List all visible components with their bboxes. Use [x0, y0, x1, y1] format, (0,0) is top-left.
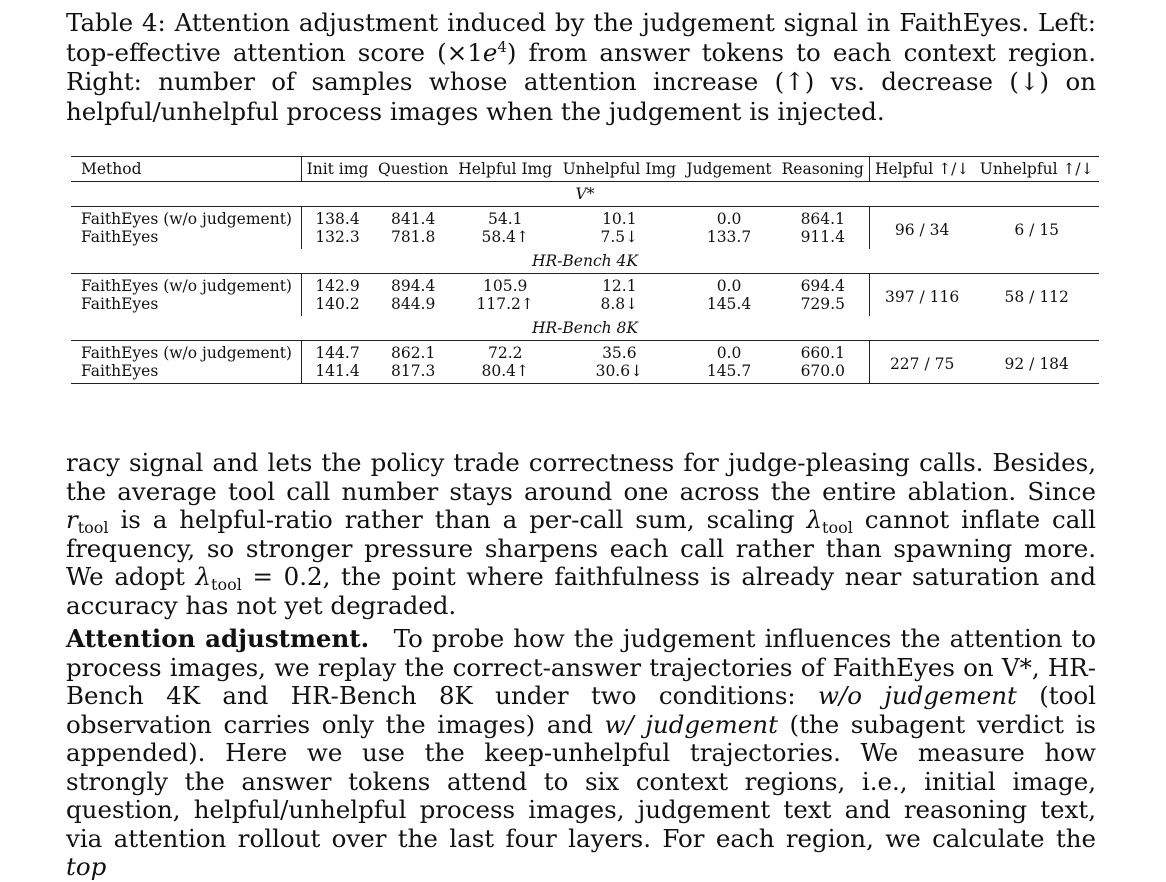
- section-label: V*: [71, 182, 1099, 207]
- section-row-hrbench-8k: [71, 316, 1099, 341]
- header-unhelpful-counts: Unhelpful ↑/↓: [974, 157, 1099, 182]
- cell-unhelpful-counts: 92 / 184: [974, 341, 1099, 384]
- cell-unhelpful: 12.1: [602, 277, 637, 295]
- table-row: [71, 341, 1099, 363]
- cell-unhelpful-counts: 6 / 15: [1014, 220, 1060, 239]
- cell-reasoning: 729.5: [800, 295, 845, 313]
- cell-helpful: 117.2↑: [476, 295, 534, 313]
- cell-reasoning: 864.1: [800, 210, 845, 228]
- table-caption: Table 4: Attention adjustment induced by the judgement signal in FaithEyes. Left: top-effective attention score $(\times 1e^4)$ from answer tokens to each context region. Right: number of samples whose attention increase (↑) vs. decrease (↓) on helpful/unhelpful process images when the judgement is injected.: [66, 8, 1096, 126]
- attention-table: [71, 156, 1099, 384]
- cell-method: FaithEyes (w/o judgement): [81, 210, 292, 228]
- cell-judgement: 0.0: [716, 210, 742, 228]
- cell-method: FaithEyes (w/o judgement): [81, 277, 292, 295]
- cell-unhelpful-counts: 58 / 112: [1004, 287, 1069, 306]
- cell-question: 817.3: [373, 362, 453, 384]
- cell-helpful-counts: 397 / 116: [869, 274, 974, 317]
- header-method: Method: [71, 157, 301, 182]
- header-helpful-counts: Helpful ↑/↓: [869, 157, 974, 182]
- cell-helpful-counts: 227 / 75: [869, 341, 974, 384]
- cell-judgement: 145.7: [681, 362, 776, 384]
- cell-question: 781.8: [390, 228, 436, 246]
- cell-question: 862.1: [390, 344, 436, 362]
- cell-helpful: 58.4↑: [481, 228, 529, 246]
- cell-method: FaithEyes (w/o judgement): [81, 344, 292, 362]
- cell-helpful: 80.4↑: [453, 362, 557, 384]
- section-label: HR-Bench 4K: [71, 249, 1099, 274]
- cell-method: FaithEyes: [81, 295, 159, 313]
- cell-judgement: 133.7: [706, 228, 752, 246]
- cell-init: 140.2: [301, 295, 373, 316]
- header-helpful-img: Helpful Img: [453, 157, 557, 182]
- cell-init: 144.7: [301, 341, 373, 363]
- cell-unhelpful: 8.8↓: [600, 295, 639, 313]
- cell-unhelpful: 35.6: [602, 344, 637, 362]
- cell-reasoning: 670.0: [777, 362, 870, 384]
- header-init-img: Init img: [301, 157, 373, 182]
- cell-question: 844.9: [390, 295, 436, 313]
- header-judgement: Judgement: [681, 157, 776, 182]
- cell-reasoning: 694.4: [800, 277, 845, 295]
- header-unhelpful-img: Unhelpful Img: [557, 157, 681, 182]
- section-row-vstar: [71, 182, 1099, 207]
- table-row: [71, 274, 1099, 296]
- cell-unhelpful: 7.5↓: [600, 228, 639, 246]
- cell-method: FaithEyes: [71, 362, 301, 384]
- cell-init: 132.3: [301, 228, 373, 249]
- cell-method: FaithEyes: [81, 228, 159, 246]
- cell-judgement: 0.0: [716, 344, 742, 362]
- cell-question: 841.4: [390, 210, 436, 228]
- cell-helpful-counts: 96 / 34: [869, 207, 974, 250]
- cell-unhelpful: 10.1: [602, 210, 637, 228]
- cell-init: 142.9: [301, 274, 373, 296]
- cell-judgement: 145.4: [706, 295, 752, 313]
- cell-reasoning: 911.4: [800, 228, 845, 246]
- cell-helpful: 105.9: [483, 277, 528, 295]
- header-question: Question: [373, 157, 453, 182]
- paragraph-attention-adjustment: Attention adjustment. To probe how the judgement influences the attention to process images, we replay the correct-answer trajectories of FaithEyes on V*, HR-Bench 4K and HR-Bench 8K under two conditions: w/o judgement (tool observation carries only the images) and w/ judgement (the subagent verdict is appended). Here we use the keep-unhelpful trajectories. We measure how strongly the answer tokens attend to six context regions, i.e., initial image, question, helpful/unhelpful process images, judgement text and reasoning text, via attention rollout over the last four layers. For each region, we calculate the top: [66, 624, 1096, 881]
- cell-init: 141.4: [301, 362, 373, 384]
- section-label: HR-Bench 8K: [71, 316, 1099, 341]
- table-header-row: [71, 157, 1099, 182]
- header-reasoning: Reasoning: [777, 157, 870, 182]
- cell-init: 138.4: [301, 207, 373, 229]
- cell-unhelpful: 30.6↓: [557, 362, 681, 384]
- cell-helpful: 72.2: [487, 344, 523, 362]
- paragraph-heading: Attention adjustment.: [66, 624, 370, 653]
- cell-reasoning: 660.1: [800, 344, 845, 362]
- cell-judgement: 0.0: [716, 277, 742, 295]
- cell-question: 894.4: [390, 277, 436, 295]
- paragraph-tool-reward: racy signal and lets the policy trade correctness for judge-pleasing calls. Besides, the average tool call number stays around one across the entire ablation. Since $r_{tool}$ is a helpful-ratio rather than a per-call sum, scaling $\lambda_{tool}$ cannot inflate call frequency, so stronger pressure sharpens each call rather than spawning more. We adopt $\lambda_{tool} = 0.2$, the point where faithfulness is already near saturation and accuracy has not yet degraded.: [66, 448, 1096, 620]
- table-row: [71, 207, 1099, 229]
- cell-helpful: 54.1: [487, 210, 523, 228]
- section-row-hrbench-4k: [71, 249, 1099, 274]
